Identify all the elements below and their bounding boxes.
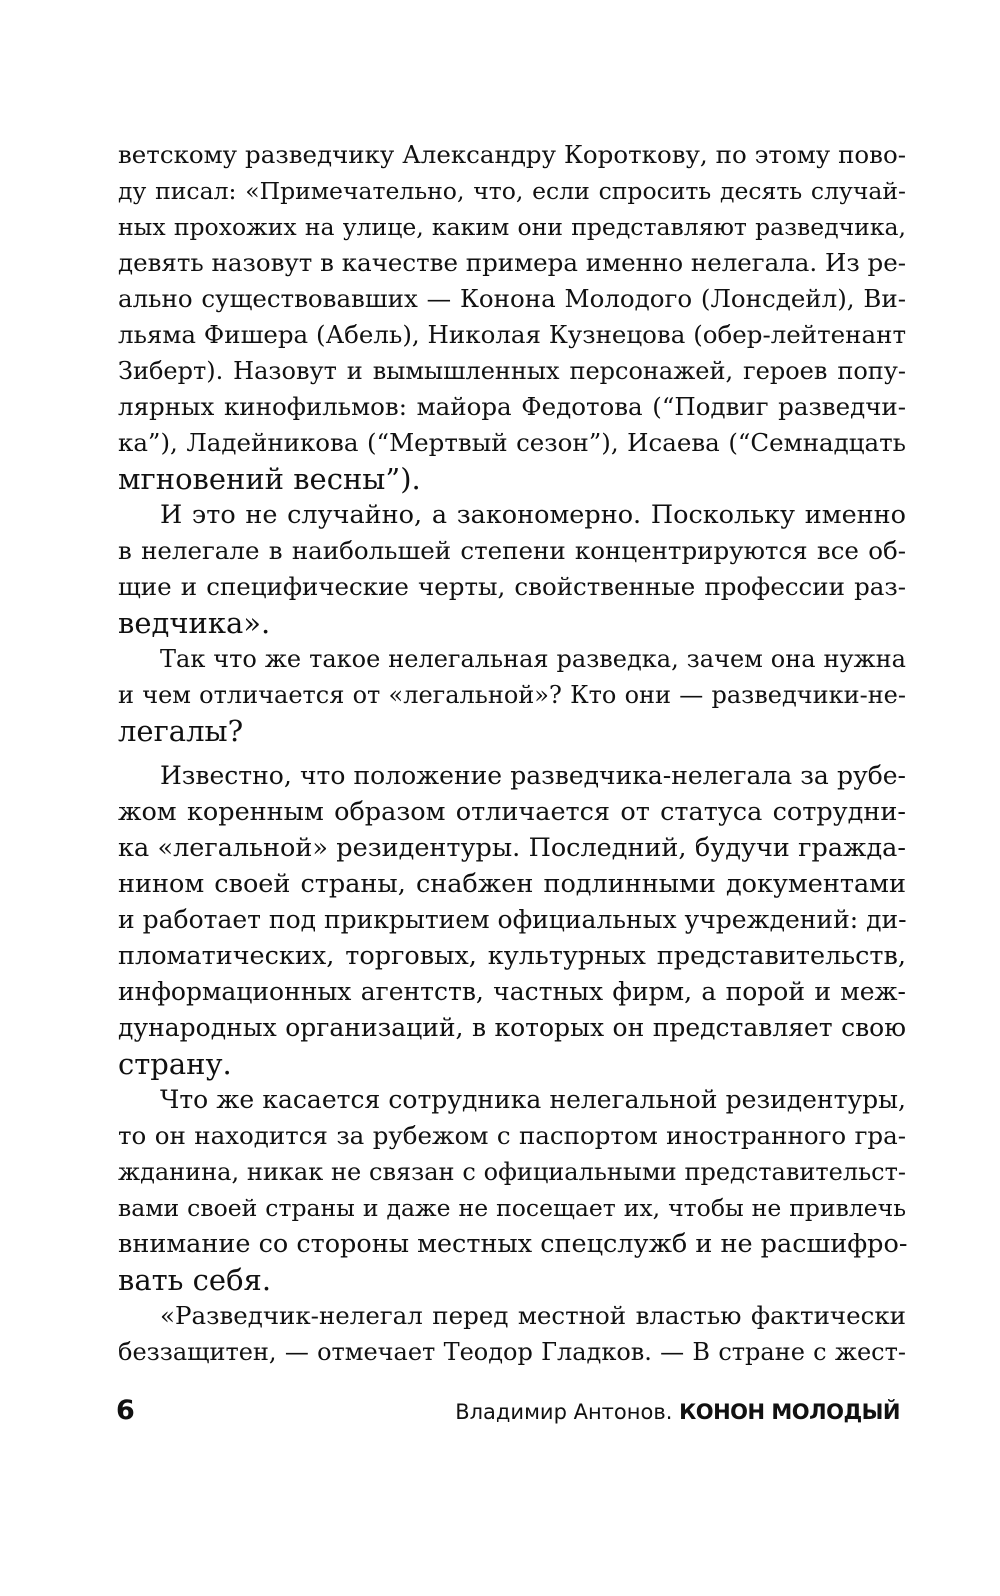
text-line: ду писал: «Примечательно, что, если спросить десять случай-	[118, 177, 906, 205]
text-line: и чем отличается от «легальной»? Кто они — разведчики-не-	[118, 681, 906, 709]
text-line: щие и специфические черты, свойственные профессии раз-	[118, 572, 906, 601]
text-line: пломатических, торговых, культурных представительств,	[118, 941, 906, 971]
text-line: лярных кинофильмов: майора Федотова (“Подвиг разведчи-	[118, 392, 906, 421]
text-line: ведчика».	[118, 606, 271, 640]
text-line: мгновений весны”).	[118, 462, 421, 496]
text-line: жданина, никак не связан с официальными представительст-	[118, 1158, 906, 1186]
text-line: дународных организаций, в которых он представляет свою	[118, 1013, 906, 1042]
paragraph-first-line: Что же касается сотрудника нелегальной резидентуры,	[160, 1085, 906, 1114]
text-line: девять назовут в качестве примера именно нелегала. Из ре-	[118, 248, 906, 277]
text-line: внимание со стороны местных спецслужб и не расшифро-	[118, 1229, 908, 1259]
text-line: легалы?	[118, 714, 244, 748]
text-line: ка”), Ладейникова (“Мертвый сезон”), Исаева (“Семнадцать	[118, 428, 906, 457]
text-line: нином своей страны, снабжен подлинными документами	[118, 869, 906, 899]
text-line: беззащитен, — отмечает Теодор Гладков. — В стране с жест-	[118, 1338, 906, 1366]
text-line: в нелегале в наибольшей степени концентрируются все об-	[118, 536, 906, 565]
text-line: ка «легальной» резидентуры. Последний, будучи гражда-	[118, 833, 906, 863]
text-line: льяма Фишера (Абель), Николая Кузнецова (обер-лейтенант	[118, 320, 906, 349]
text-line: ально существовавших — Конона Молодого (Лонсдейл), Ви-	[118, 284, 906, 313]
footer-book-title: КОНОН МОЛОДЫЙ	[679, 1400, 900, 1424]
page-number: 6	[116, 1395, 135, 1426]
paragraph-first-line: Известно, что положение разведчика-нелегала за рубе-	[160, 761, 906, 790]
text-line: информационных агентств, частных фирм, а порой и меж-	[118, 977, 906, 1006]
paragraph-first-line: «Разведчик-нелегал перед местной властью фактически	[160, 1301, 906, 1330]
text-line: Зиберт). Назовут и вымышленных персонажей, героев попу-	[118, 357, 906, 385]
text-line: ных прохожих на улице, каким они представляют разведчика,	[118, 213, 906, 241]
footer-author: Владимир Антонов.	[455, 1400, 673, 1424]
text-line: вами своей страны и даже не посещает их, чтобы не привлечь	[118, 1194, 906, 1222]
text-line: ветскому разведчику Александру Короткову, по этому пово-	[118, 140, 906, 169]
text-line: вать себя.	[118, 1263, 272, 1297]
paragraph-first-line: Так что же такое нелегальная разведка, зачем она нужна	[160, 645, 906, 673]
text-line: то он находится за рубежом с паспортом иностранного гра-	[118, 1121, 906, 1150]
text-line: жом коренным образом отличается от статуса сотрудни-	[118, 797, 906, 827]
text-line: страну.	[118, 1047, 232, 1081]
text-line: и работает под прикрытием официальных учреждений: ди-	[118, 905, 907, 934]
running-footer	[455, 1400, 900, 1424]
paragraph-first-line: И это не случайно, а закономерно. Поскольку именно	[160, 500, 906, 530]
